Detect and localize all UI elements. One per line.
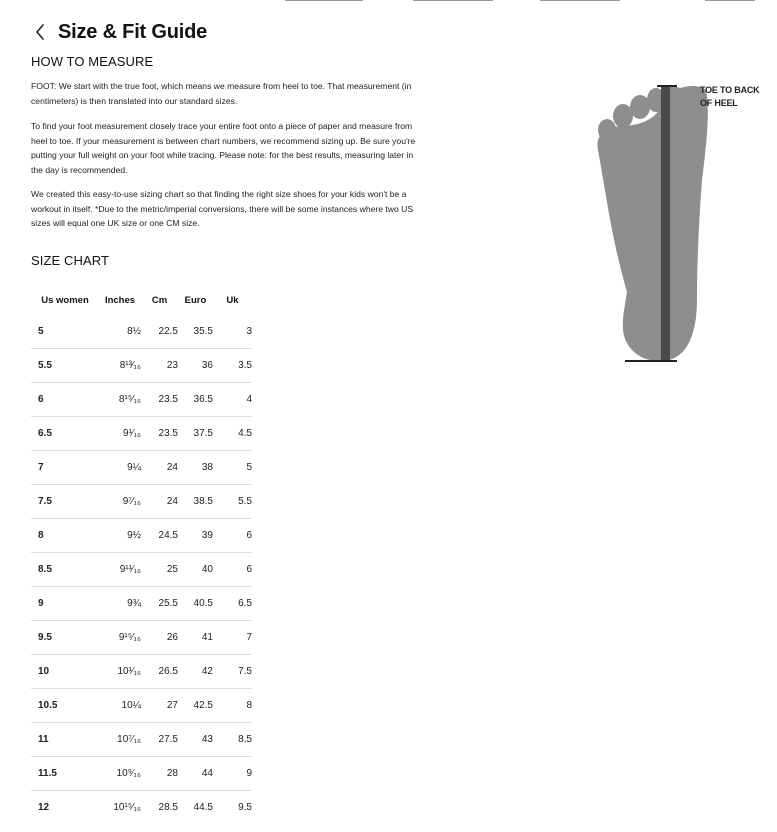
cell-euro: 35.5 [178, 315, 213, 349]
cell-inches: 9¹¹⁄₁₆ [99, 553, 141, 587]
column-header-euro: Euro [184, 294, 207, 306]
table-row [31, 723, 252, 757]
cell-uk: 6 [213, 553, 252, 587]
size-chart-heading: SIZE CHART [31, 253, 110, 268]
cell-cm: 27 [141, 689, 178, 723]
table-row [31, 791, 252, 825]
column-header-inches: Inches [104, 294, 136, 306]
cell-uk: 4 [213, 383, 252, 417]
cell-cm: 23.5 [141, 417, 178, 451]
cell-euro: 41 [178, 621, 213, 655]
table-row [31, 655, 252, 689]
cell-us-women: 8.5 [31, 553, 99, 587]
cell-euro: 42 [178, 655, 213, 689]
table-row [31, 621, 252, 655]
cell-us-women: 6 [31, 383, 99, 417]
cell-uk: 4.5 [213, 417, 252, 451]
cell-us-women: 9 [31, 587, 99, 621]
cell-uk: 6.5 [213, 587, 252, 621]
cell-euro: 38.5 [178, 485, 213, 519]
cell-inches: 10¹⁄₁₆ [99, 655, 141, 689]
cell-us-women: 9.5 [31, 621, 99, 655]
cell-euro: 44 [178, 757, 213, 791]
cell-euro: 39 [178, 519, 213, 553]
cell-us-women: 5 [31, 315, 99, 349]
table-row [31, 451, 252, 485]
measure-paragraph-2: To find your foot measurement closely trace your entire foot onto a piece of paper and measure from heel to toe. If your measurement is between chart numbers, we recommend sizing up. Be sure you're putting your full weight on your foot while tracing. Please note: for the best results, measuring later in the day is recommended. [31, 121, 416, 175]
column-header-cm: Cm [151, 294, 168, 306]
cell-cm: 23 [141, 349, 178, 383]
cell-euro: 42.5 [178, 689, 213, 723]
cell-inches: 9¾ [99, 587, 141, 621]
cell-uk: 6 [213, 519, 252, 553]
cell-us-women: 6.5 [31, 417, 99, 451]
cell-cm: 23.5 [141, 383, 178, 417]
cell-inches: 8¹³⁄₁₆ [99, 349, 141, 383]
cell-euro: 44.5 [193, 802, 213, 813]
cell-uk: 3.5 [213, 349, 252, 383]
cell-euro: 40 [178, 553, 213, 587]
cell-cm: 24.5 [141, 519, 178, 553]
cell-us-women: 10.5 [31, 689, 99, 723]
cell-inches: 10⁷⁄₁₆ [99, 723, 141, 757]
cell-cm: 24 [141, 485, 178, 519]
cell-cm: 28 [141, 757, 178, 791]
cell-us-women: 5.5 [31, 349, 99, 383]
table-row [31, 417, 252, 451]
column-header-uk: Uk [226, 294, 239, 306]
table-row [31, 553, 252, 587]
cell-uk: 8.5 [213, 723, 252, 757]
cell-inches: 10¼ [99, 689, 141, 723]
cell-inches: 9½ [99, 519, 141, 553]
table-row [31, 587, 252, 621]
cell-euro: 36 [178, 349, 213, 383]
cell-inches: 9¹⁵⁄₁₆ [99, 621, 141, 655]
cell-cm: 24 [141, 451, 178, 485]
cell-us-women: 7.5 [31, 485, 99, 519]
cell-uk: 5 [213, 451, 252, 485]
cell-uk: 8 [213, 689, 252, 723]
table-row [31, 519, 252, 553]
top-divider [0, 0, 777, 2]
cell-uk: 3 [213, 315, 252, 349]
table-row [31, 383, 252, 417]
table-header-row [31, 285, 252, 315]
cell-uk: 9 [213, 757, 252, 791]
cell-euro: 37.5 [178, 417, 213, 451]
cell-cm: 26.5 [141, 655, 178, 689]
cell-cm: 25 [141, 553, 178, 587]
chevron-left-icon [34, 23, 46, 41]
cell-inches: 8½ [99, 315, 141, 349]
column-header-us-women: Us women [41, 294, 89, 306]
cell-euro: 38 [178, 451, 213, 485]
cell-inches: 10⁹⁄₁₆ [99, 757, 141, 791]
cell-us-women: 11.5 [31, 757, 99, 791]
cell-euro: 43 [178, 723, 213, 757]
cell-us-women: 11 [31, 723, 99, 757]
cell-euro: 36.5 [178, 383, 213, 417]
how-to-measure-heading: HOW TO MEASURE [31, 54, 154, 69]
page-title: Size & Fit Guide [58, 20, 208, 43]
cell-inches: 9⁷⁄₁₆ [99, 485, 141, 519]
cell-inches: 8¹⁵⁄₁₆ [99, 383, 141, 417]
cell-cm: 28.5 [158, 802, 178, 813]
cell-uk: 9.5 [238, 802, 252, 813]
table-row [31, 349, 252, 383]
table-row [31, 757, 252, 791]
cell-us-women: 10 [31, 655, 99, 689]
table-row [31, 689, 252, 723]
cell-euro: 40.5 [178, 587, 213, 621]
cell-uk: 5.5 [213, 485, 252, 519]
cell-uk: 7.5 [213, 655, 252, 689]
measure-paragraph-3: We created this easy-to-use sizing chart so that finding the right size shoes for your kids won't be a workout in itself. *Due to the metric/imperial conversions, there will be some instances where two US sizes will equal one UK size or one CM size. [31, 189, 414, 229]
cell-cm: 26 [141, 621, 178, 655]
cell-cm: 22.5 [141, 315, 178, 349]
cell-us-women: 12 [38, 802, 50, 813]
cell-uk: 7 [213, 621, 252, 655]
cell-cm: 25.5 [141, 587, 178, 621]
toe-to-heel-label: TOE TO BACK OF HEEL [700, 85, 760, 108]
cell-cm: 27.5 [141, 723, 178, 757]
foot-measure-illustration [585, 80, 765, 370]
size-chart-table [31, 285, 252, 824]
cell-inches: 9¹⁄₁₆ [99, 417, 141, 451]
table-row [31, 315, 252, 349]
measure-paragraph-1: FOOT: We start with the true foot, which means we measure from heel to toe. That measurement (in centimeters) is then translated into our standard sizes. [31, 81, 412, 106]
cell-inches: 9¼ [99, 451, 141, 485]
page-header [30, 20, 207, 44]
cell-us-women: 7 [31, 451, 99, 485]
table-row [31, 485, 252, 519]
back-button[interactable] [30, 20, 50, 44]
cell-inches: 10¹⁵⁄₁₆ [113, 802, 141, 813]
cell-us-women: 8 [31, 519, 99, 553]
